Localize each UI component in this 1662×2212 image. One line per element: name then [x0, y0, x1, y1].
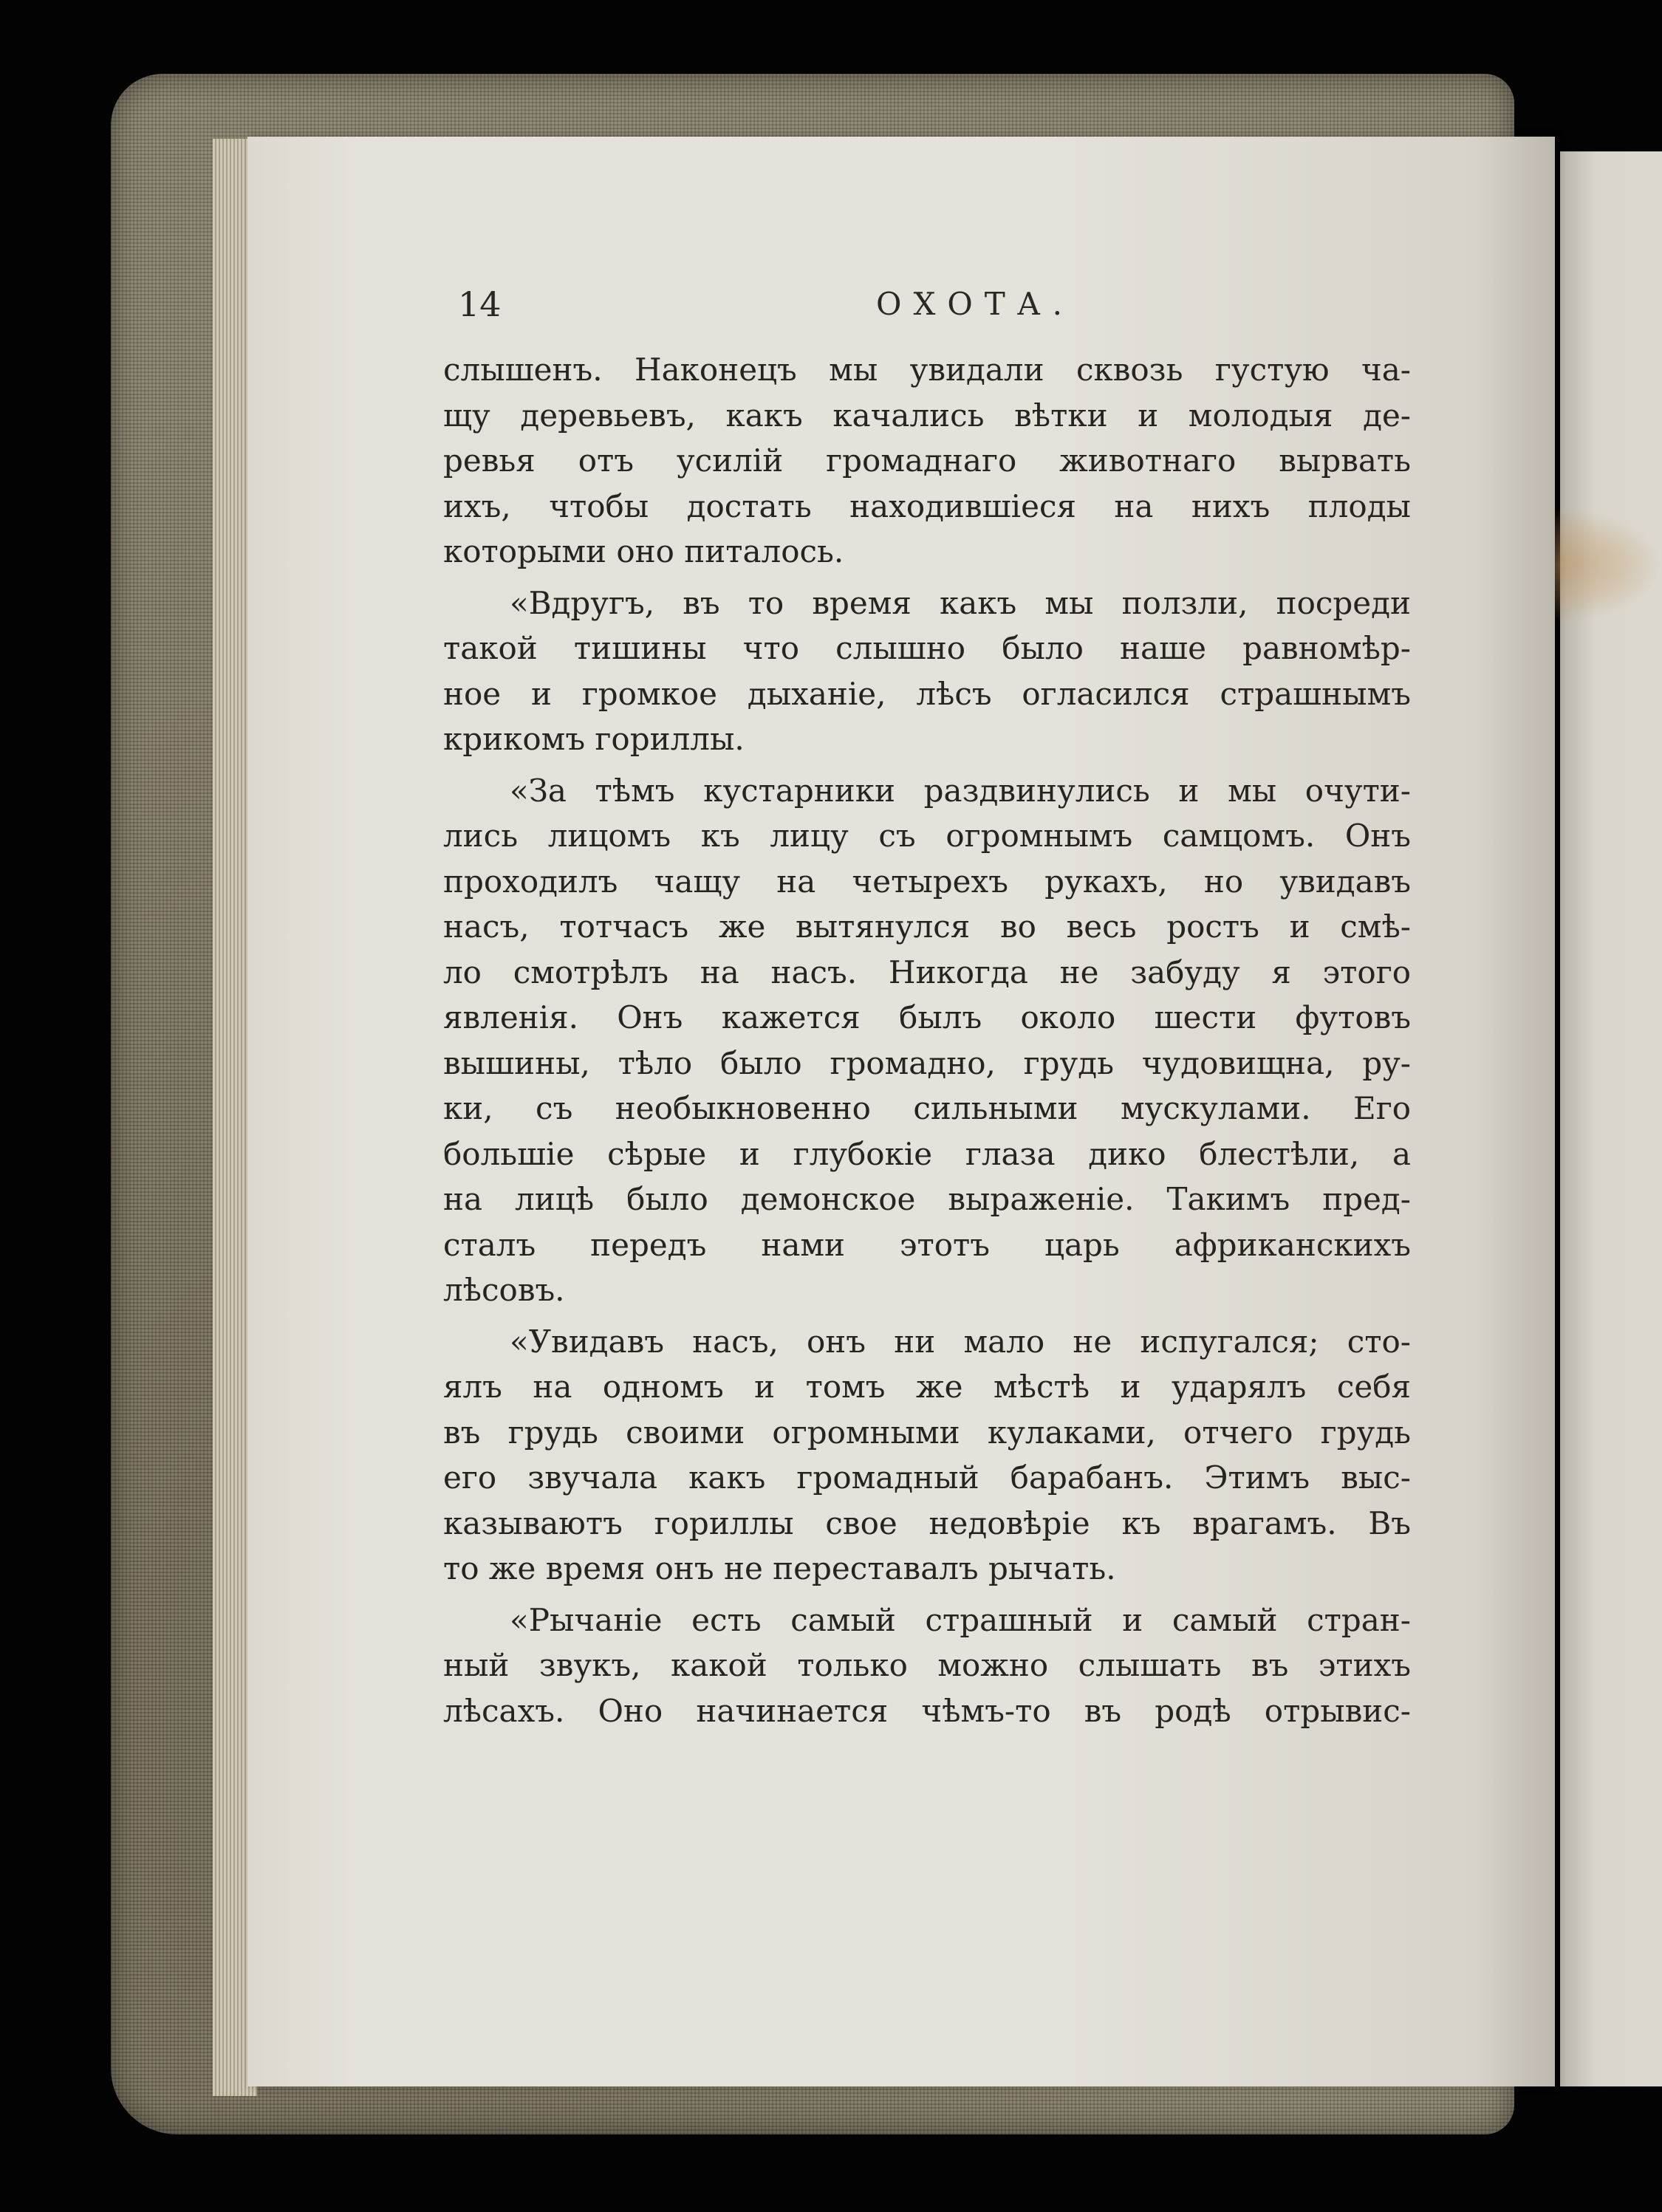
- paragraph: [443, 1319, 1411, 1592]
- text-line: его звучала какъ громадный барабанъ. Этимъ выс-: [443, 1459, 1411, 1496]
- text-line: ло смотрѣлъ на насъ. Никогда не забуду я этого: [443, 953, 1411, 990]
- page-header: [458, 284, 1403, 336]
- page-number: 14: [458, 284, 502, 324]
- text-line: лись лицомъ къ лицу съ огромнымъ самцомъ. Онъ: [443, 818, 1411, 854]
- text-line: казываютъ гориллы свое недовѣріе къ врагамъ. Въ: [443, 1504, 1411, 1541]
- text-line: въ грудь своими огромными кулаками, отчего грудь: [443, 1414, 1411, 1451]
- text-line: «За тѣмъ кустарники раздвинулись и мы очути-: [510, 772, 1411, 809]
- paragraph: [443, 581, 1411, 762]
- facing-page-edge: [1560, 151, 1662, 2086]
- text-line: явленія. Онъ кажется былъ около шести футовъ: [443, 999, 1411, 1035]
- text-line: «Вдругъ, въ то время какъ мы ползли, посреди: [510, 584, 1411, 621]
- text-line: крикомъ гориллы.: [443, 721, 745, 757]
- text-line: лѣсовъ.: [443, 1272, 565, 1308]
- body-text: [443, 347, 1411, 1733]
- text-line: на лицѣ было демонское выраженіе. Такимъ пред-: [443, 1181, 1411, 1217]
- text-line: ялъ на одномъ и томъ же мѣстѣ и ударялъ себя: [443, 1369, 1411, 1405]
- text-line: большіе сѣрые и глубокіе глаза дико блестѣли, а: [443, 1135, 1411, 1172]
- text-line: вышины, тѣло было громадно, грудь чудовищна, ру-: [443, 1044, 1411, 1081]
- paragraph: [443, 1598, 1411, 1734]
- text-line: «Рычаніе есть самый страшный и самый стран-: [510, 1601, 1411, 1638]
- text-line: которыми оно питалось.: [443, 533, 844, 569]
- text-line: ревья отъ усилій громаднаго животнаго вырвать: [443, 442, 1411, 479]
- text-line: слышенъ. Наконецъ мы увидали сквозь густую ча-: [443, 352, 1411, 388]
- text-line: ное и громкое дыханіе, лѣсъ огласился страшнымъ: [443, 675, 1411, 712]
- text-line: проходилъ чащу на четырехъ рукахъ, но увидавъ: [443, 863, 1411, 900]
- text-line: щу деревьевъ, какъ качались вѣтки и молодыя де-: [443, 397, 1411, 434]
- paragraph: [443, 768, 1411, 1313]
- text-line: насъ, тотчасъ же вытянулся во весь ростъ и смѣ-: [443, 908, 1411, 945]
- text-line: сталъ передъ нами этотъ царь африканскихъ: [443, 1226, 1411, 1263]
- text-line: ихъ, чтобы достать находившіеся на нихъ плоды: [443, 487, 1411, 524]
- text-line: ки, съ необыкновенно сильными мускулами. Его: [443, 1090, 1411, 1126]
- paragraph: [443, 347, 1411, 575]
- running-title: ОХОТА.: [876, 286, 1074, 322]
- text-line: ный звукъ, какой только можно слышать въ этихъ: [443, 1647, 1411, 1683]
- text-line: такой тишины что слышно было наше равномѣр-: [443, 630, 1411, 666]
- text-line: лѣсахъ. Оно начинается чѣмъ-то въ родѣ отрывис-: [443, 1692, 1411, 1729]
- text-line: то же время онъ не переставалъ рычать.: [443, 1550, 1116, 1586]
- text-line: «Увидавъ насъ, онъ ни мало не испугался; сто-: [510, 1323, 1411, 1360]
